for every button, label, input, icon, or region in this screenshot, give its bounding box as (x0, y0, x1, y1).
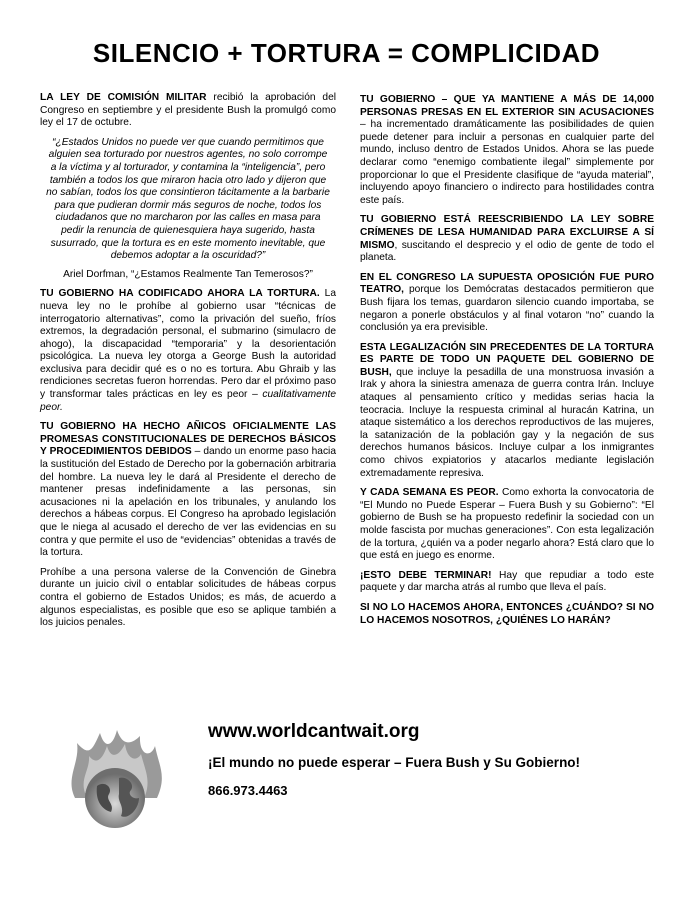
left-p2-italic: cualitativamente peor. (40, 389, 336, 413)
right-p5-lead: Y CADA SEMANA ES PEOR. (360, 487, 499, 499)
right-p6-lead: ¡ESTO DEBE TERMINAR! (360, 569, 492, 581)
left-paragraph-1 (40, 92, 336, 130)
dorfman-quote: “¿Estados Unidos no puede ver que cuando permitimos que alguien sea torturado por nuestros agentes, no solo corrompe a la víctima y al torturador, y contamina la “inteligencia”, pero también a todos los que miraron hacia otro lado y dijeron que no sabían, todos los que consintieron tácitamente a la barbarie para que pudieran dormir más seguros de noche, todos los ciudadanos que no marcharon por las calles en masa para pedir la renuncia de quienesquiera haya sugerido, hasta susurrado, que la tortura es en este momento inevitable, que debemos adoptar a la oscuridad?” (46, 136, 330, 262)
right-paragraph-4 (360, 342, 654, 481)
right-p6-text: Hay que repudiar a todo este paquete y dar marcha atrás al rumbo que lleva el país. (360, 569, 654, 594)
right-p5-text: Como exhorta la convocatoria de “El Mundo no Puede Esperar – Fuera Bush y su Gobierno”: “El gobierno de Bush se ha propuesto redefinir la sociedad con un molde fascista por muchas generaciones”. Con esta legalización de la tortura, ¿quién va a poder negarlo ahora? Está claro que lo que está en juego es enorme. (360, 487, 654, 562)
left-p1-text: recibió la aprobación del Congreso en septiembre y el presidente Bush la promulgó como ley el 17 de octubre. (40, 92, 336, 129)
phone-number: 866.973.4463 (208, 783, 288, 798)
quote-attribution: Ariel Dorfman, “¿Estamos Realmente Tan Temerosos?” (63, 268, 313, 280)
right-column (360, 94, 654, 634)
right-p4-lead: ESTA LEGALIZACIÓN SIN PRECEDENTES DE LA TORTURA ES PARTE DE TODO UN PAQUETE DEL GOBIERNO DE BUSH, (360, 341, 654, 378)
right-p3-text: porque los Demócratas destacados permitieron que Bush fijara los temas, guardaron silencio cuando importaba, se negaron a ponerle obstáculos y al final votaron “no” cuando la conclusión ya era previsible. (360, 284, 654, 334)
left-p2-text: La nueva ley no le prohíbe al gobierno usar “técnicas de interrogatorio alternativas”, como la privación del sueño, fríos extremos, la degradación personal, el submarino (simulacro de ahogo), la discapacidad “temporaria” y la desorientación psicológica. La nueva ley otorga a George Bush la autoridad exclusiva para decidir qué es o no es tortura. Abu Ghraib y las rendiciones secretas fueron horrendas. Pero dar el próximo paso y transformar tales prácticas en ley es peor – (40, 288, 336, 401)
right-p1-lead: TU GOBIERNO – QUE YA MANTIENE A MÁS DE 14,000 PERSONAS PRESAS EN EL EXTERIOR SIN ACUSACIONES (360, 94, 654, 118)
right-p2-lead: TU GOBIERNO ESTÁ REESCRIBIENDO LA LEY SOBRE CRÍMENES DE LESA HUMANIDAD PARA EXCLUIRSE A SÍ MISMO (360, 214, 654, 251)
page-title: SILENCIO + TORTURA = COMPLICIDAD (92, 38, 601, 68)
website-link[interactable]: www.worldcantwait.org (208, 721, 420, 742)
left-paragraph-2 (40, 288, 336, 414)
left-p1-lead: LA LEY DE COMISIÓN MILITAR (40, 92, 207, 103)
left-p3-text: – dando un enorme paso hacia la sustitución del Estado de Derecho por la gobernación arbitraria del hombre. La nueva ley le dará al Presidente el derecho de mantener presas indefinidamente a las personas, sin acusaciones ni la apelación en los tribunales, y anulando los derechos a hábeas corpus. El Congreso ha aprobado legislación que le niega al acusado el derecho de ver las evidencias en su contra y que permite el uso de “evidencias” obtenidas a través de la tortura. (40, 446, 336, 559)
right-p1-text: – ha incrementado dramáticamente las posibilidades de quien puede detener para incluir a personas en cualquier parte del mundo, incluso dentro de Estados Unidos. Ahora se las puede declarar como “enemigo combatiente ilegal” simplemente por proporcionar lo que el Presidente clasifique de “ayuda material”, incluyendo apoyo financiero o indirecto para hostilidades contra este país. (360, 119, 654, 206)
left-paragraph-4: Prohíbe a una persona valerse de la Convención de Ginebra durante un juicio civil o entablar solicitudes de hábeas corpus contra el gobierno de Estados Unidos; es más, de acuerdo a algunos especialistas, es posible que eso se aplique también a los juicios penales. (40, 566, 336, 629)
right-paragraph-1 (360, 94, 654, 207)
right-p7-lead: SI NO LO HACEMOS AHORA, ENTONCES ¿CUÁNDO? SI NO LO HACEMOS NOSOTROS, ¿QUIÉNES LO HARÁN? (360, 601, 654, 626)
left-p2-lead: TU GOBIERNO HA CODIFICADO AHORA LA TORTURA. (40, 288, 320, 300)
burning-globe-icon (55, 728, 175, 833)
right-paragraph-5 (360, 487, 654, 563)
right-paragraph-3 (360, 272, 654, 335)
footer-slogan: ¡El mundo no puede esperar – Fuera Bush y Su Gobierno! (208, 755, 581, 770)
right-p3-lead: EN EL CONGRESO LA SUPUESTA OPOSICIÓN FUE PURO TEATRO, (360, 271, 654, 296)
left-column (40, 92, 336, 637)
right-p2-text: , suscitando el desprecio y el odio de gente de todo el planeta. (360, 239, 654, 264)
left-p3-lead: TU GOBIERNO HA HECHO AÑICOS OFICIALMENTE LAS PROMESAS CONSTITUCIONALES DE DERECHOS BÁSICOS Y PROCEDIMIENTOS DEBIDOS (40, 421, 336, 458)
right-paragraph-6 (360, 570, 654, 595)
right-paragraph-2 (360, 214, 654, 264)
left-paragraph-3 (40, 421, 336, 560)
right-p4-text: que incluye la pesadilla de una monstruosa invasión a Irak y ahora la siniestra amenaza de guerra contra Irán. Incluye ataques al pensamiento crítico y medidas serias hacia la teocracia. Incluye la respuesta criminal al huracán Katrina, un ataque sistemático a los derechos reproductivos de las mujeres, la satanización de la población gay y la negación de sus derechos humanos básicos. Incluye culpar a los inmigrantes como chivos expiatorios y atacarlos mediante legislación extremadamente represiva. (360, 366, 654, 479)
right-paragraph-7 (360, 602, 654, 627)
